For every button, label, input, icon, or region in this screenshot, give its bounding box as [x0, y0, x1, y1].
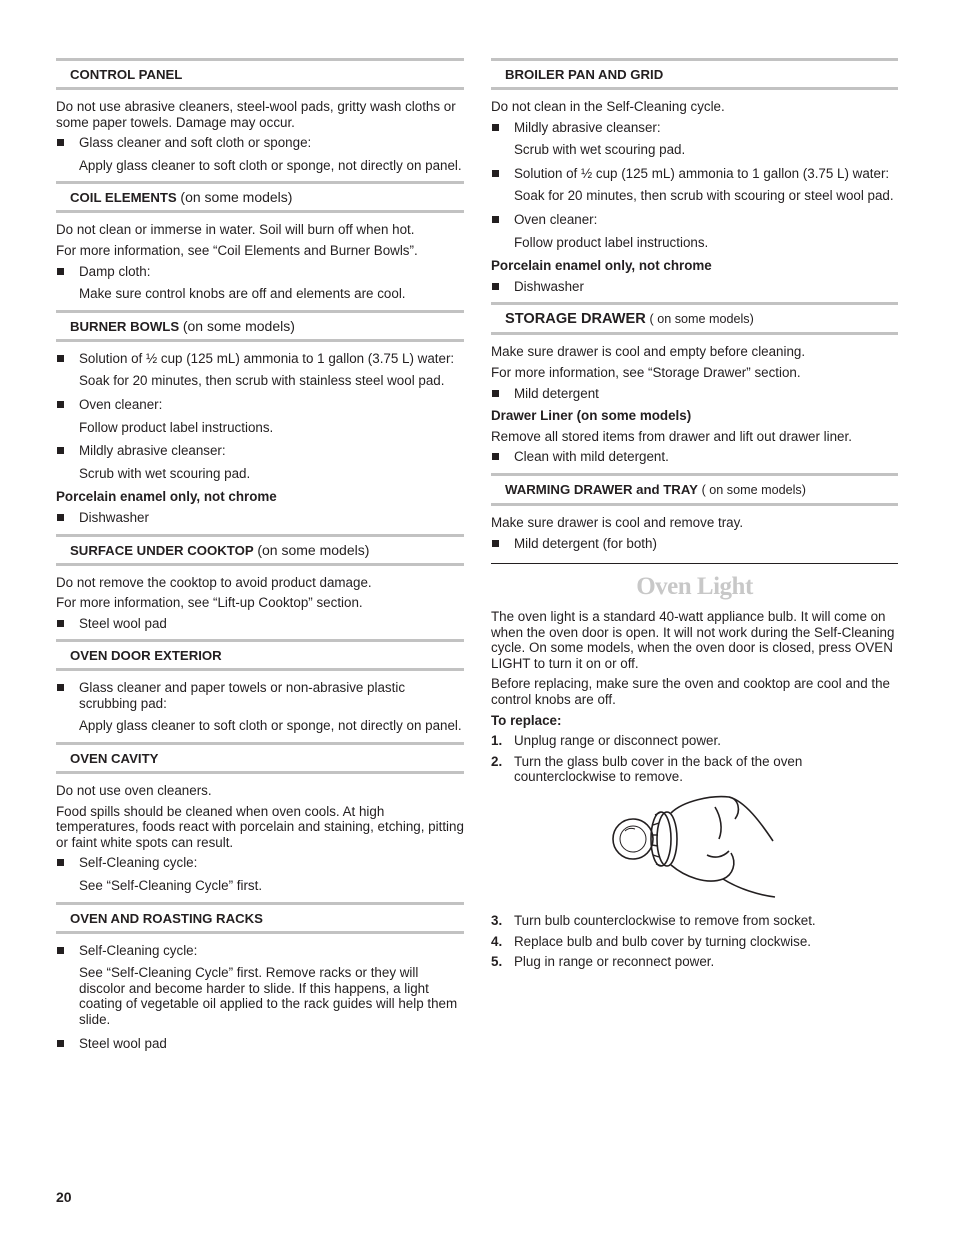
section-header: [56, 181, 464, 213]
page-number: 20: [56, 1189, 72, 1205]
paragraph: Do not use oven cleaners.: [56, 783, 212, 799]
bold-note: Porcelain enamel only, not chrome: [491, 258, 712, 274]
bullet-detail: Scrub with wet scouring pad.: [514, 142, 686, 158]
section-oven-racks: [56, 902, 464, 1052]
section-header: [56, 639, 464, 671]
step-text: Unplug range or disconnect power.: [514, 733, 721, 749]
bullet-item: Dishwasher: [56, 510, 464, 526]
section-title: OVEN CAVITY: [70, 751, 159, 767]
bullet-item: Mildly abrasive cleanser:: [56, 443, 464, 459]
section-title: BROILER PAN AND GRID: [505, 67, 664, 82]
bulb-cover-illustration: [611, 793, 781, 903]
paragraph: Food spills should be cleaned when oven cools. At high temperatures, foods react with porcelain and staining, etching, pitting or faint white spots can result.: [56, 803, 464, 850]
section-burner-bowls: [56, 310, 464, 526]
bullet-detail: Soak for 20 minutes, then scrub with scouring or steel wool pad.: [514, 188, 894, 204]
step-text: Turn the glass bulb cover in the back of the oven counterclockwise to remove.: [514, 753, 803, 785]
right-column: [491, 58, 898, 978]
step-number: 3.: [491, 913, 503, 929]
step-text: Turn bulb counterclockwise to remove from socket.: [514, 913, 816, 929]
heading-rule: [491, 563, 898, 600]
section-title: SURFACE UNDER COOKTOP: [70, 542, 254, 558]
section-warming-drawer: [491, 473, 898, 551]
section-control-panel: [56, 58, 464, 173]
section-header: [491, 58, 898, 90]
to-replace-label: To replace:: [491, 712, 562, 728]
bullet-item: Steel wool pad: [56, 1036, 464, 1052]
step-item: [491, 754, 898, 785]
section-header: [491, 302, 898, 335]
paragraph: Do not clean in the Self-Cleaning cycle.: [491, 99, 725, 114]
section-header: [56, 58, 464, 90]
bullet-detail: Follow product label instructions.: [79, 419, 274, 435]
bullet-detail: Apply glass cleaner to soft cloth or sponge, not directly on panel.: [79, 157, 462, 173]
bullet-detail: See “Self-Cleaning Cycle” first. Remove racks or they will discolor and become harder to slide. If this happens, a light coating of vegetable oil applied to the rack guides will help them slide.: [79, 965, 458, 1027]
section-subtitle: ( on some models): [701, 482, 806, 497]
section-title: WARMING DRAWER and TRAY: [505, 481, 698, 497]
bullet-item: Dishwasher: [491, 279, 898, 295]
section-header: [56, 742, 464, 774]
bullet-item: Self-Cleaning cycle:: [56, 943, 464, 959]
section-oven-door-exterior: [56, 639, 464, 734]
bullet-item: Steel wool pad: [56, 616, 464, 632]
bullet-item: Oven cleaner:: [56, 397, 464, 413]
section-title: STORAGE DRAWER: [505, 311, 646, 328]
section-surface-under-cooktop: [56, 534, 464, 632]
bullet-item: Mild detergent (for both): [491, 536, 898, 552]
section-broiler-pan: [491, 58, 898, 294]
step-item: [491, 913, 898, 929]
step-item: [491, 934, 898, 950]
step-number: 5.: [491, 954, 503, 970]
paragraph: Before replacing, make sure the oven and cooktop are cool and the control knobs are off.: [491, 676, 890, 708]
paragraph: For more information, see “Lift-up Cooktop” section.: [56, 595, 363, 611]
bullet-detail: Soak for 20 minutes, then scrub with stainless steel wool pad.: [79, 373, 445, 389]
step-text: Plug in range or reconnect power.: [514, 954, 715, 970]
bullet-item: Self-Cleaning cycle:: [56, 855, 464, 871]
bullet-item: Damp cloth:: [56, 264, 464, 280]
section-title: COIL ELEMENTS: [70, 190, 177, 206]
section-title: BURNER BOWLS: [70, 318, 180, 334]
bullet-item: Glass cleaner and paper towels or non-abrasive plastic scrubbing pad:: [56, 680, 464, 711]
section-coil-elements: [56, 181, 464, 301]
bullet-detail: See “Self-Cleaning Cycle” first.: [79, 878, 263, 894]
bullet-detail: Follow product label instructions.: [514, 234, 709, 250]
bullet-item: Mild detergent: [491, 386, 898, 402]
bulb-cover-glass: [613, 819, 653, 859]
paragraph: Do not use abrasive cleaners, steel-wool pads, gritty wash cloths or some paper towels. Damage may occur.: [56, 99, 456, 130]
section-oven-light: [491, 563, 898, 970]
step-text: Replace bulb and bulb cover by turning clockwise.: [514, 933, 811, 949]
bullet-item: Clean with mild detergent.: [491, 449, 898, 465]
paragraph: Do not remove the cooktop to avoid product damage.: [56, 574, 372, 590]
section-oven-cavity: [56, 742, 464, 894]
bullet-detail: Scrub with wet scouring pad.: [79, 465, 251, 481]
section-header: [56, 534, 464, 566]
bold-note: Porcelain enamel only, not chrome: [56, 489, 277, 505]
step-number: 2.: [491, 753, 503, 769]
section-title: OVEN AND ROASTING RACKS: [70, 910, 263, 926]
oven-light-heading: Oven Light: [636, 573, 753, 601]
section-header: [56, 310, 464, 342]
bullet-item: Solution of ½ cup (125 mL) ammonia to 1 gallon (3.75 L) water:: [56, 351, 464, 367]
step-number: 1.: [491, 733, 503, 749]
left-column: [56, 58, 464, 1059]
section-title: OVEN DOOR EXTERIOR: [70, 648, 222, 664]
section-title: CONTROL PANEL: [70, 67, 183, 82]
bullet-detail: Apply glass cleaner to soft cloth or sponge, not directly on panel.: [79, 718, 462, 734]
paragraph: For more information, see “Coil Elements and Burner Bowls”.: [56, 242, 418, 258]
paragraph: Make sure drawer is cool and remove tray.: [491, 514, 744, 530]
step-item: [491, 954, 898, 970]
step-item: [491, 733, 898, 749]
bullet-item: Mildly abrasive cleanser:: [491, 120, 898, 136]
bullet-item: Solution of ½ cup (125 mL) ammonia to 1 gallon (3.75 L) water:: [491, 166, 898, 182]
section-header: [491, 473, 898, 506]
section-subtitle: (on some models): [182, 317, 295, 334]
bullet-item: Glass cleaner and soft cloth or sponge:: [56, 135, 464, 151]
section-subtitle: ( on some models): [649, 312, 754, 327]
section-header: [56, 902, 464, 934]
bullet-detail: Make sure control knobs are off and elements are cool.: [79, 286, 406, 302]
paragraph: The oven light is a standard 40-watt appliance bulb. It will come on when the oven door is open. It will not work during the Self-Cleaning cycle. On some models, when the oven door is closed, press OVEN LIGHT to turn it on or off.: [491, 609, 895, 671]
paragraph: Make sure drawer is cool and empty before cleaning.: [491, 344, 806, 360]
bold-note: Drawer Liner (on some models): [491, 408, 692, 424]
step-number: 4.: [491, 933, 503, 949]
section-subtitle: (on some models): [257, 541, 370, 558]
hand-outline: [671, 797, 738, 819]
bullet-item: Oven cleaner:: [491, 212, 898, 228]
paragraph: For more information, see “Storage Drawer” section.: [491, 364, 801, 380]
bulb-cover-ring: [651, 812, 671, 866]
section-subtitle: (on some models): [180, 189, 293, 206]
section-storage-drawer: [491, 302, 898, 465]
paragraph: Do not clean or immerse in water. Soil will burn off when hot.: [56, 222, 415, 238]
paragraph: Remove all stored items from drawer and lift out drawer liner.: [491, 428, 852, 444]
